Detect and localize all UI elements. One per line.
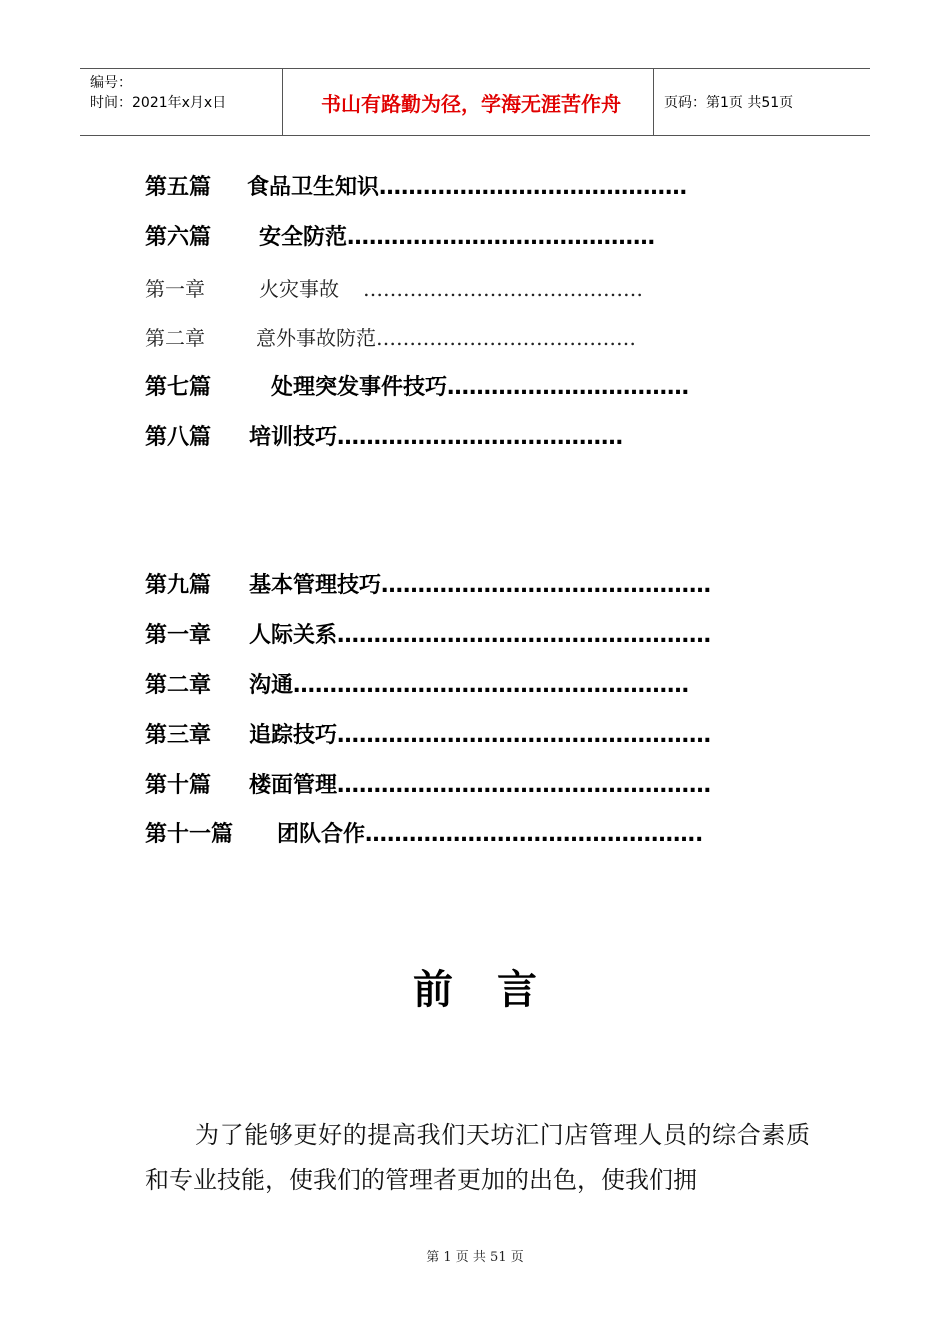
toc-title: 火灾事故 <box>259 277 339 301</box>
toc-title: 处理突发事件技巧 <box>271 375 448 400</box>
toc-label: 第六篇 <box>145 225 212 250</box>
toc-entry <box>145 618 711 649</box>
toc-entry <box>145 322 636 351</box>
toc-leader: …………………………………… <box>379 175 688 200</box>
toc-label: 第十一篇 <box>145 822 234 847</box>
toc-label: 第二章 <box>145 673 212 698</box>
toc-title: 楼面管理 <box>249 773 338 798</box>
code-label: 编号： <box>90 75 132 91</box>
toc-title: 人际关系 <box>249 623 338 648</box>
preface-title: 前言 <box>413 967 581 1013</box>
header-left-cell <box>80 69 282 135</box>
toc-title: 安全防范 <box>259 225 348 250</box>
toc-leader: …………………………………………… <box>337 623 712 648</box>
toc-label: 第五篇 <box>145 175 212 200</box>
toc-entry <box>145 170 687 201</box>
toc-entry <box>145 370 689 401</box>
toc-entry <box>145 420 623 451</box>
toc-title: 基本管理技巧 <box>249 573 382 598</box>
header-page-info: 页码：第1页 共51页 <box>664 95 794 111</box>
toc-leader: …………………………………… <box>347 225 656 250</box>
toc-leader: …………………………… <box>447 375 690 400</box>
toc-title: 培训技巧 <box>249 425 338 450</box>
toc-label: 第一章 <box>145 277 205 301</box>
toc-title: 意外事故防范 <box>256 326 376 350</box>
toc-label: 第八篇 <box>145 425 212 450</box>
toc-title: 食品卫生知识 <box>247 175 380 200</box>
time-label: 时间：2021年x月x日 <box>90 95 227 111</box>
toc-leader: …………………………………………… <box>337 773 712 798</box>
toc-label: 第七篇 <box>145 375 212 400</box>
toc-entry <box>145 768 711 799</box>
toc-leader: ………………………………………. <box>365 822 704 847</box>
toc-entry <box>145 220 655 251</box>
toc-entry <box>145 817 703 848</box>
toc-leader: …………………………………… <box>363 277 643 301</box>
toc-leader: …………………………………………… <box>337 723 712 748</box>
toc-leader: ……………………………………………… <box>293 673 690 698</box>
toc-label: 第九篇 <box>145 573 212 598</box>
toc-label: 第十篇 <box>145 773 212 798</box>
toc-title: 沟通 <box>249 673 294 698</box>
toc-label: 第三章 <box>145 723 212 748</box>
toc-entry <box>145 568 711 599</box>
header-motto: 书山有路勤为径，学海无涯苦作舟 <box>282 69 654 135</box>
toc-leader: ………………………………… <box>376 326 636 350</box>
toc-title: 追踪技巧 <box>249 723 338 748</box>
toc-title: 团队合作 <box>277 822 366 847</box>
page-footer: 第 1 页 共 51 页 <box>426 1250 524 1265</box>
toc-entry <box>145 668 689 699</box>
toc-entry <box>145 273 643 302</box>
preface-paragraph: 为了能够更好的提高我们天坊汇门店管理人员的综合素质和专业技能，使我们的管理者更加的出色，使我们拥 <box>145 1121 810 1194</box>
toc-entry <box>145 718 711 749</box>
toc-leader: ………………………………… <box>337 425 624 450</box>
page-header <box>80 68 870 136</box>
toc-label: 第二章 <box>145 326 205 350</box>
toc-leader: ……………………………………… <box>381 573 712 598</box>
toc-label: 第一章 <box>145 623 212 648</box>
